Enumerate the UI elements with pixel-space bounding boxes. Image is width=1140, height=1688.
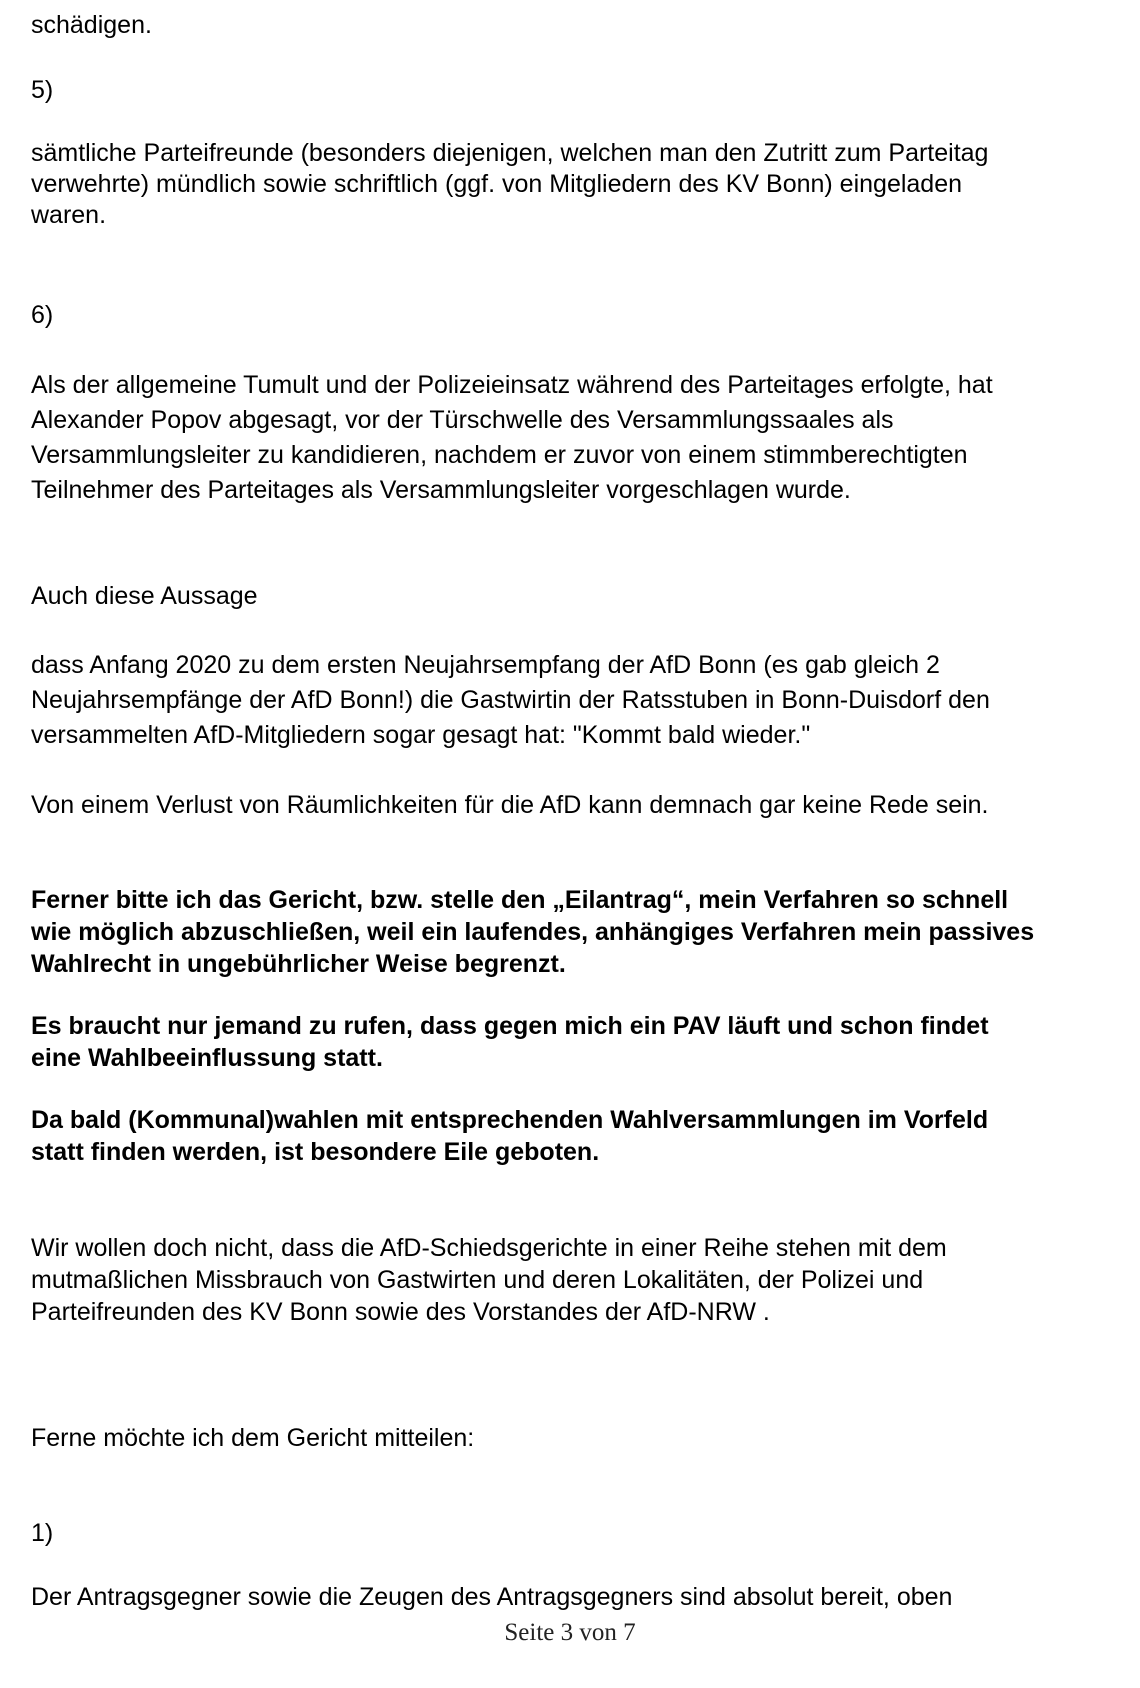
bold-text-line: Ferner bitte ich das Gericht, bzw. stelle den „Eilantrag“, mein Verfahren so schnell: [31, 886, 1009, 914]
bold-text-line: wie möglich abzuschließen, weil ein laufendes, anhängiges Verfahren mein passives: [31, 918, 1035, 946]
page-number-footer: Seite 3 von 7: [504, 1619, 636, 1646]
text-line: Der Antragsgegner sowie die Zeugen des Antragsgegners sind absolut bereit, oben: [31, 1583, 953, 1611]
text-line: Als der allgemeine Tumult und der Polizeieinsatz während des Parteitages erfolgte, hat: [31, 371, 993, 399]
text-line: Versammlungsleiter zu kandidieren, nachdem er zuvor von einem stimmberechtigten: [31, 441, 968, 469]
text-line: mutmaßlichen Missbrauch von Gastwirten und deren Lokalitäten, der Polizei und: [31, 1266, 924, 1294]
list-marker: 5): [31, 76, 54, 104]
bold-text-line: Es braucht nur jemand zu rufen, dass gegen mich ein PAV läuft und schon findet: [31, 1012, 989, 1040]
text-line: Parteifreunden des KV Bonn sowie des Vorstandes der AfD-NRW .: [31, 1298, 770, 1326]
text-line: Neujahrsempfänge der AfD Bonn!) die Gastwirtin der Ratsstuben in Bonn-Duisdorf den: [31, 686, 990, 714]
bold-text-line: statt finden werden, ist besondere Eile geboten.: [31, 1138, 600, 1166]
list-marker: 6): [31, 301, 54, 329]
text-line: sämtliche Parteifreunde (besonders diejenigen, welchen man den Zutritt zum Parteitag: [31, 139, 989, 167]
text-line: Von einem Verlust von Räumlichkeiten für die AfD kann demnach gar keine Rede sein.: [31, 791, 989, 819]
text-line: Wir wollen doch nicht, dass die AfD-Schiedsgerichte in einer Reihe stehen mit dem: [31, 1234, 947, 1262]
text-line: Teilnehmer des Parteitages als Versammlungsleiter vorgeschlagen wurde.: [31, 476, 851, 504]
list-marker: 1): [31, 1519, 54, 1547]
text-line: verwehrte) mündlich sowie schriftlich (ggf. von Mitgliedern des KV Bonn) eingeladen: [31, 170, 963, 198]
text-line: versammelten AfD-Mitgliedern sogar gesagt hat: "Kommt bald wieder.": [31, 721, 811, 749]
text-line: dass Anfang 2020 zu dem ersten Neujahrsempfang der AfD Bonn (es gab gleich 2: [31, 651, 940, 679]
text-line: Auch diese Aussage: [31, 582, 258, 610]
bold-text-line: eine Wahlbeeinflussung statt.: [31, 1044, 383, 1072]
text-line: schädigen.: [31, 11, 152, 39]
text-line: waren.: [31, 201, 107, 229]
bold-text-line: Wahlrecht in ungebührlicher Weise begrenzt.: [31, 950, 566, 978]
bold-text-line: Da bald (Kommunal)wahlen mit entsprechenden Wahlversammlungen im Vorfeld: [31, 1106, 989, 1134]
text-line: Alexander Popov abgesagt, vor der Türschwelle des Versammlungssaales als: [31, 406, 894, 434]
text-line: Ferne möchte ich dem Gericht mitteilen:: [31, 1424, 475, 1452]
